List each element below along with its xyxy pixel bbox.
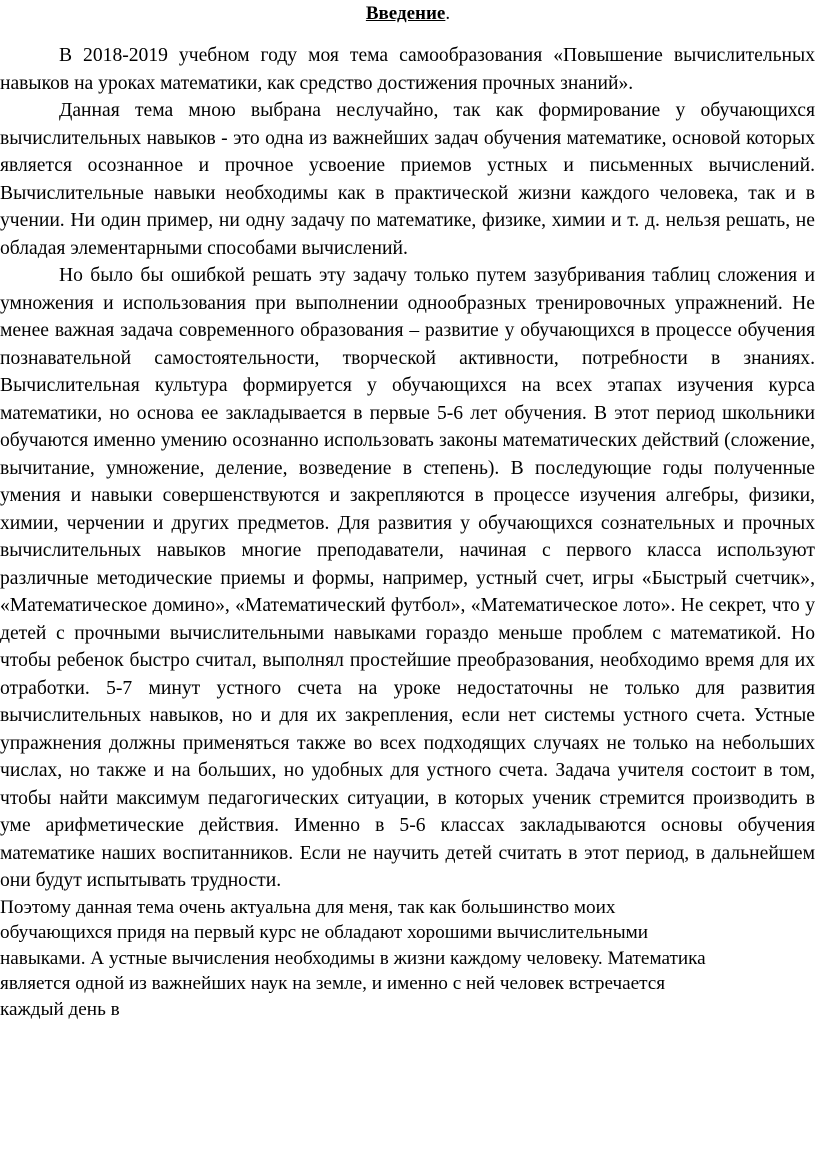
- closing-paragraph: [0, 895, 815, 1023]
- paragraph-reason: Данная тема мною выбрана неслучайно, так как формирование у обучающихся вычислительных навыков - это одна из важнейших задач обучения математике, основой которых является осознанное и прочное усвоение приемов устных и письменных вычислений. Вычислительные навыки необходимы как в практической жизни каждого человека, так и в учении. Ни один пример, ни одну задачу по математике, физике, химии и т. д. нельзя решать, не обладая элементарными способами вычислений.: [0, 100, 815, 259]
- closing-line: каждый день в: [0, 998, 120, 1020]
- closing-line: является одной из важнейших наук на земле, и именно с ней человек встречается: [0, 973, 666, 995]
- closing-line: обучающихся придя на первый курс не обладают хорошими вычислительными: [0, 922, 648, 944]
- document-title-punctuation: .: [445, 3, 451, 24]
- paragraph-method: Но было бы ошибкой решать эту задачу только путем зазубривания таблиц сложения и умножения и использования при выполнении однообразных тренировочных упражнений. Не менее важная задача современного образования – развитие у обучающихся в процессе обучения познавательной самостоятельности, творческой активности, потребности в знаниях. Вычислительная культура формируется у обучающихся на всех этапах изучения курса математики, но основа ее закладывается в первые 5-6 лет обучения. В этот период школьники обучаются именно умению осознанно использовать законы математических действий (сложение, вычитание, умножение, деление, возведение в степень). В последующие годы полученные умения и навыки совершенствуются и закрепляются в процессе изучения алгебры, физики, химии, черчении и других предметов. Для развития у обучающихся сознательных и прочных вычислительных навыков многие преподаватели, начиная с первого класса используют различные методические приемы и формы, например, устный счет, игры «Быстрый счетчик», «Математическое домино», «Математический футбол», «Математическое лото». Не секрет, что у детей с прочными вычислительными навыками гораздо меньше проблем с математикой. Но чтобы ребенок быстро считал, выполнял простейшие преобразования, необходимо время для их отработки. 5-7 минут устного счета на уроке недостаточны не только для развития вычислительных навыков, но и для их закрепления, если нет системы устного счета. Устные упражнения должны применяться также во всех подходящих случаях не только на небольших числах, но также и на больших, но удобных для устного счета. Задача учителя состоит в том, чтобы найти максимум педагогических ситуации, в которых ученик стремится производить в уме арифметические действия. Именно в 5-6 классах закладываются основы обучения математике наших воспитанников. Если не научить детей считать в этот период, в дальнейшем они будут испытывать трудности.: [0, 265, 815, 891]
- document-heading: [0, 2, 816, 26]
- paragraph-topic: В 2018-2019 учебном году моя тема самообразования «Повышение вычислительных навыков на уроках математики, как средство достижения прочных знаний».: [0, 45, 815, 94]
- document-body: [0, 42, 815, 1022]
- document-title: Введение: [365, 3, 446, 24]
- closing-line: навыками. А устные вычисления необходимы в жизни каждому человеку. Математика: [0, 947, 706, 969]
- closing-line: Поэтому данная тема очень актуальна для меня, так как большинство моих: [0, 896, 616, 918]
